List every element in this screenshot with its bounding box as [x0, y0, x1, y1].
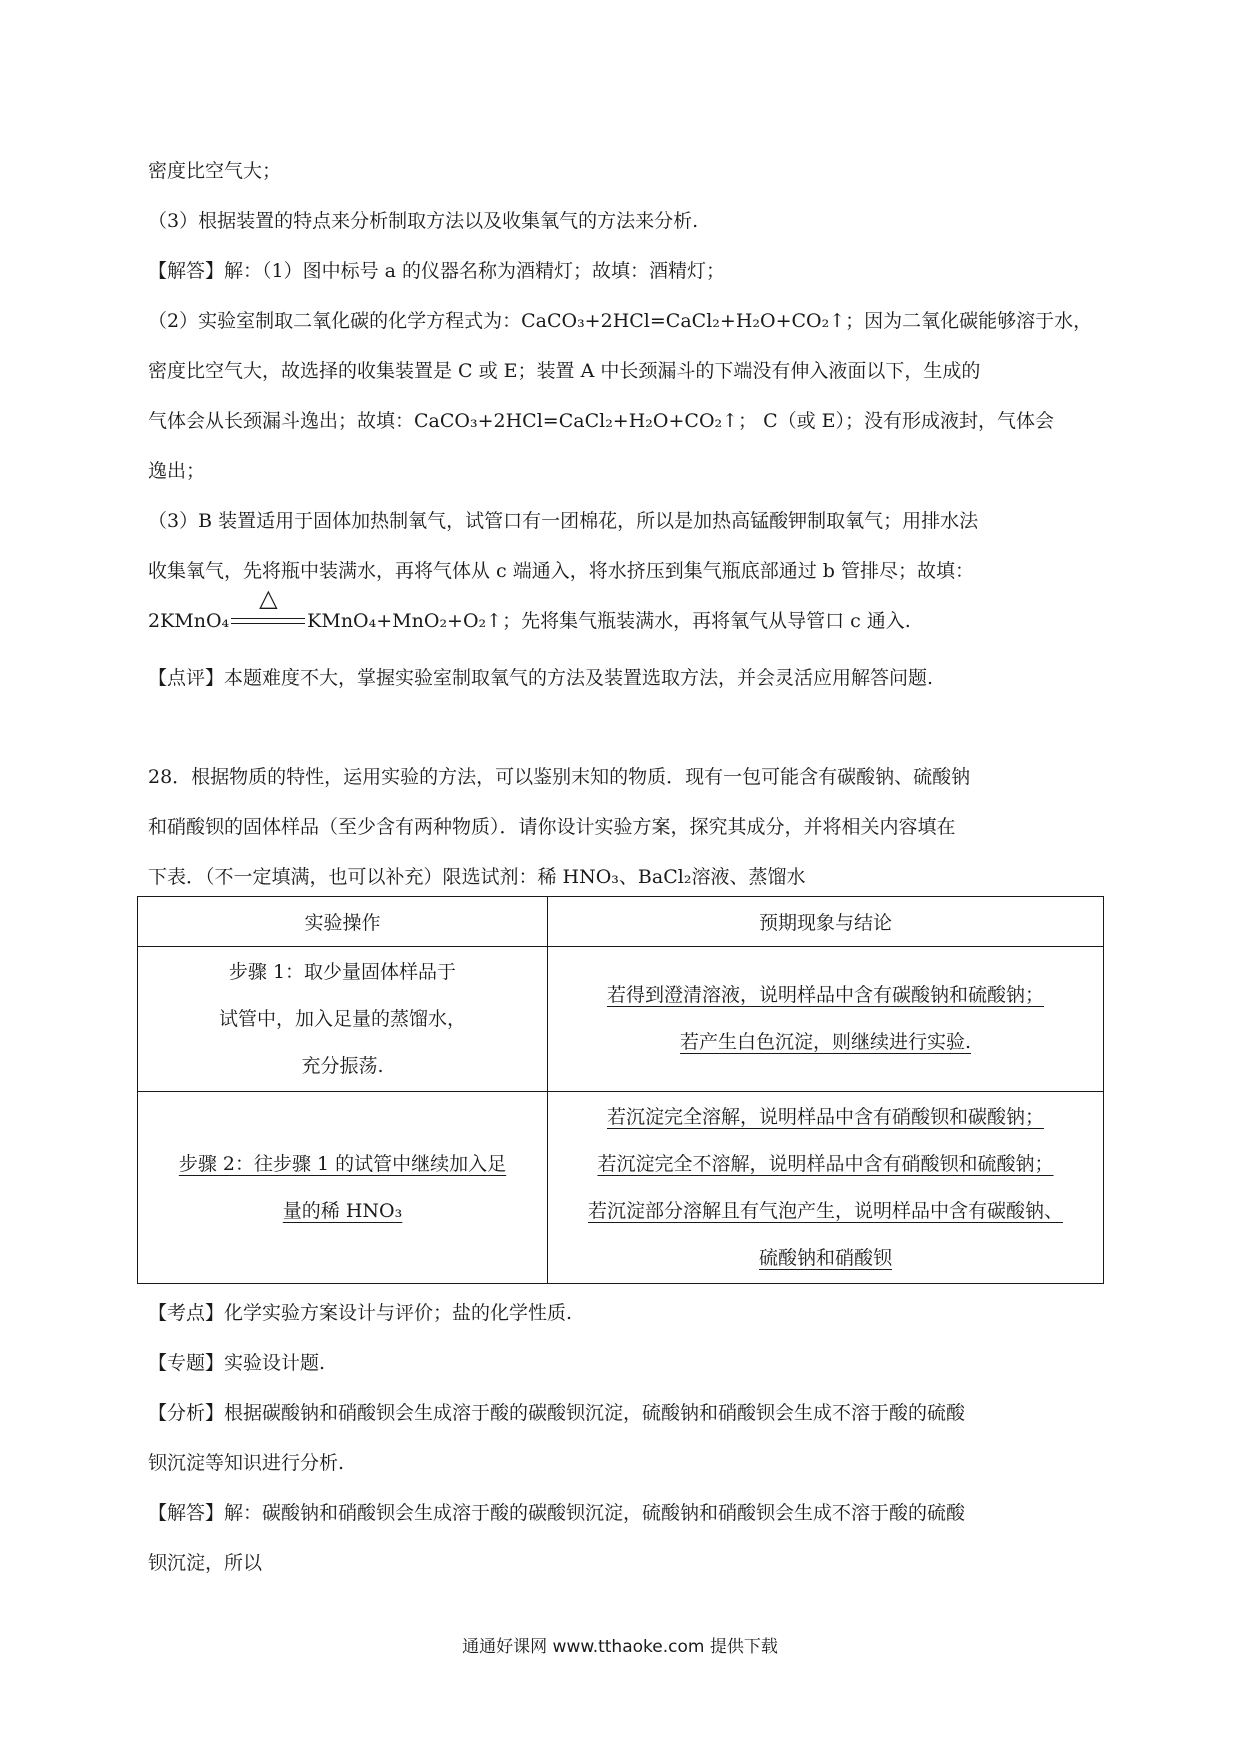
step2-result-line: 若沉淀完全溶解，说明样品中含有硝酸钡和碳酸钠； — [606, 1105, 1044, 1128]
step2-op-line: 量的稀 HNO₃ — [282, 1199, 403, 1222]
step1-op-line: 充分振荡. — [301, 1054, 384, 1077]
table-header-row — [138, 897, 1104, 947]
step2-result-line: 若沉淀完全不溶解，说明样品中含有硝酸钡和硫酸钠； — [597, 1152, 1054, 1175]
step2-operation-cell — [138, 1092, 548, 1284]
analysis-line: 【分析】根据碳酸钠和硝酸钡会生成溶于酸的碳酸钡沉淀，硫酸钠和硝酸钡会生成不溶于酸的硫酸 — [148, 1402, 966, 1424]
step1-result-cell — [548, 947, 1104, 1092]
table-row — [138, 947, 1104, 1092]
text-line: 逸出； — [148, 460, 206, 482]
text-line: （3）根据装置的特点来分析制取方法以及收集氧气的方法来分析. — [148, 210, 699, 232]
text-line: （2）实验室制取二氧化碳的化学方程式为：CaCO₃+2HCl=CaCl₂+H₂O+CO₂↑；因为二氧化碳能够溶于水， — [148, 310, 1093, 332]
text-line: 气体会从长颈漏斗逸出；故填：CaCO₃+2HCl=CaCl₂+H₂O+CO₂↑； C（或 E）；没有形成液封，气体会 — [148, 410, 1055, 432]
analysis-line: 【考点】化学实验方案设计与评价；盐的化学性质. — [148, 1302, 573, 1324]
step1-op-line: 试管中，加入足量的蒸馏水， — [218, 1007, 466, 1030]
answer-line: 【解答】解：（1）图中标号 a 的仪器名称为酒精灯；故填：酒精灯； — [148, 260, 725, 282]
step2-result-line: 若沉淀部分溶解且有气泡产生，说明样品中含有碳酸钠、 — [587, 1199, 1063, 1222]
text-line: 密度比空气大； — [148, 160, 282, 182]
header-result: 预期现象与结论 — [548, 897, 1104, 947]
page-footer: 通通好课网 www.tthaoke.com 提供下载 — [462, 1637, 778, 1657]
text-line: （3）B 装置适用于固体加热制氧气，试管口有一团棉花，所以是加热高锰酸钾制取氧气；用排水法 — [148, 510, 979, 532]
question-line: 28．根据物质的特性，运用实验的方法，可以鉴别末知的物质．现有一包可能含有碳酸钠、硫酸钠 — [148, 766, 971, 788]
comment-line: 【点评】本题难度不大，掌握实验室制取氧气的方法及装置选取方法，并会灵活应用解答问题. — [148, 667, 934, 689]
equation-arrow — [231, 584, 305, 628]
question-line: 和硝酸钡的固体样品（至少含有两种物质）．请你设计实验方案，探究其成分，并将相关内容填在 — [148, 816, 956, 838]
chemical-equation — [148, 584, 911, 632]
step1-op-line: 步骤 1：取少量固体样品于 — [228, 960, 457, 983]
step2-result-cell — [548, 1092, 1104, 1284]
analysis-line: 【专题】实验设计题. — [148, 1352, 326, 1374]
equation-products: KMnO₄+MnO₂+O₂↑；先将集气瓶装满水，再将氧气从导管口 c 通入. — [307, 610, 911, 632]
equation-reactant: 2KMnO₄ — [148, 610, 230, 632]
step2-op-line: 步骤 2：往步骤 1 的试管中继续加入足 — [178, 1152, 507, 1175]
analysis-line: 【解答】解：碳酸钠和硝酸钡会生成溶于酸的碳酸钡沉淀，硫酸钠和硝酸钡会生成不溶于酸的硫酸 — [148, 1502, 966, 1524]
analysis-line: 钡沉淀等知识进行分析. — [148, 1452, 345, 1474]
table-row — [138, 1092, 1104, 1284]
question-line: 下表．（不一定填满，也可以补充）限选试剂：稀 HNO₃、BaCl₂溶液、蒸馏水 — [148, 866, 806, 888]
analysis-line: 钡沉淀，所以 — [148, 1552, 263, 1574]
text-line: 收集氧气，先将瓶中装满水，再将气体从 c 端通入，将水挤压到集气瓶底部通过 b 管排尽；故填： — [148, 560, 974, 582]
step1-result-line: 若产生白色沉淀，则继续进行实验. — [679, 1031, 972, 1053]
step2-result-line: 硫酸钠和硝酸钡 — [758, 1246, 892, 1269]
step1-result-line: 若得到澄清溶液，说明样品中含有碳酸钠和硫酸钠； — [606, 984, 1044, 1006]
step1-operation-cell — [138, 947, 548, 1092]
text-line: 密度比空气大，故选择的收集装置是 C 或 E；装置 A 中长颈漏斗的下端没有伸入液面以下，生成的 — [148, 360, 981, 382]
heat-triangle-icon: △ — [259, 584, 278, 612]
experiment-table — [137, 896, 1104, 1284]
header-operation: 实验操作 — [138, 897, 548, 947]
